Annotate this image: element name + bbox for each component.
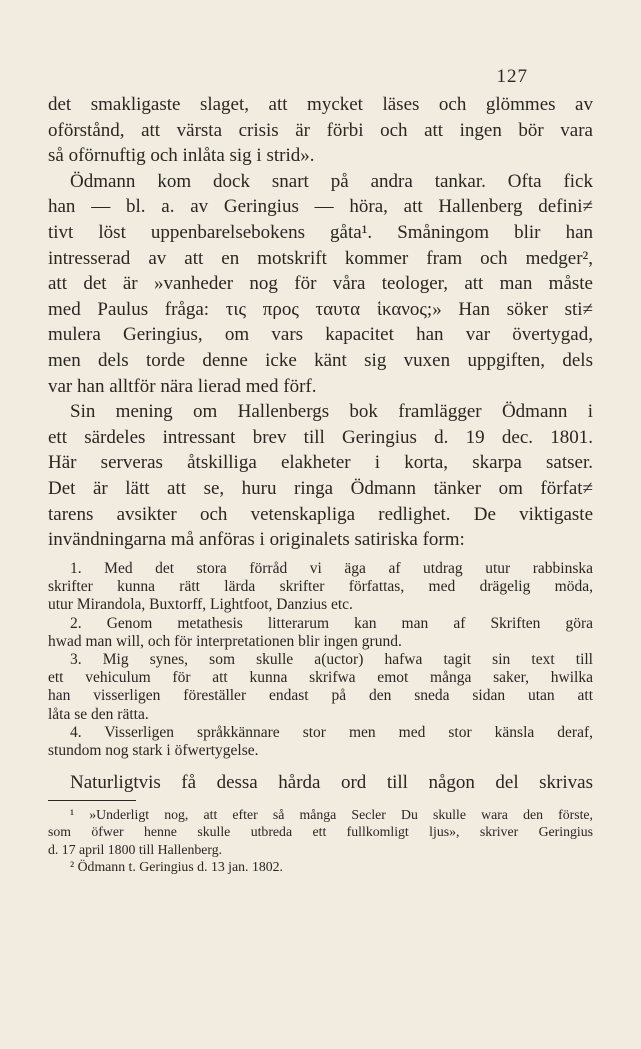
quote-item-3 (48, 651, 593, 724)
text-line: han — bl. a. av Geringius — höra, att Hallenberg defini≠ (48, 196, 593, 218)
text-line: Det är lätt att se, huru ringa Ödmann tänker om förfat≠ (48, 477, 593, 499)
text-line: Naturligtvis få dessa hårda ord till någon del skrivas (70, 772, 593, 793)
text-line: intresserad av att en motskrift kommer fram och medger², (48, 247, 593, 269)
quote-line: låta se den rätta. (48, 705, 149, 723)
paragraph-2 (48, 169, 593, 399)
text-line: Här serveras åtskilliga elakheter i korta, skarpa satser. (48, 452, 593, 474)
quote-line: 4. Visserligen språkkännare stor men med stor känsla deraf, (70, 723, 593, 741)
quote-item-1 (48, 560, 593, 615)
page-number: 127 (496, 66, 528, 87)
paragraph-3 (48, 399, 593, 553)
footnote-line: ² Ödmann t. Geringius d. 13 jan. 1802. (70, 859, 283, 875)
text-line: men dels torde denne icke känt sig vuxen uppgiften, dels (48, 349, 593, 371)
text-line: Sin mening om Hallenbergs bok framlägger Ödmann i (70, 401, 593, 423)
text-line: tivt löst uppenbarelsebokens gåta¹. Småningom blir han (48, 221, 593, 243)
text-line: med Paulus fråga: τις προς ταυτα ἱκανος;» Han söker sti≠ (48, 298, 593, 320)
quote-line: hwad man will, och för interpretationen blir ingen grund. (48, 632, 402, 650)
text-line: tarens avsikter och vetenskapliga redlighet. De viktigaste (48, 503, 593, 525)
text-line: Ödmann kom dock snart på andra tankar. Ofta fick (70, 170, 593, 192)
quote-line: stundom nog stark i öfwertygelse. (48, 742, 259, 760)
paragraph-1 (48, 92, 593, 169)
text-line: det smakligaste slaget, att mycket läses och glömmes av (48, 94, 593, 115)
quote-line: skrifter kunna rätt lärda skrifter författas, med drägelig möda, (48, 578, 593, 596)
quote-line: han visserligen föreställer endast på den sneda sidan utan att (48, 687, 593, 705)
text-line: så oförnuftig och inlåta sig i strid». (48, 145, 315, 167)
footnote-divider (48, 800, 136, 801)
quote-item-2 (48, 615, 593, 651)
quote-item-4 (48, 724, 593, 760)
quote-line: ett vehiculum för att kunna skrifwa emot många saker, hwilka (48, 669, 593, 687)
quote-line: utur Mirandola, Buxtorff, Lightfoot, Danzius etc. (48, 596, 353, 614)
text-line: att det är »vanheder nog för våra teologer, att man måste (48, 273, 593, 295)
text-line: ett särdeles intressant brev till Geringius d. 19 dec. 1801. (48, 426, 593, 448)
footnote-line: ¹ »Underligt nog, att efter så många Secler Du skulle wara den förste, (70, 807, 593, 822)
text-line: invändningarna må anföras i originalets satiriska form: (48, 529, 465, 551)
quote-line: 1. Med det stora förråd vi äga af utdrag utur rabbinska (70, 560, 593, 577)
text-line: var han alltför nära lierad med förf. (48, 375, 317, 397)
footnote-line: som öfwer henne skulle utbreda ett fullkomligt ljus», skriver Geringius (48, 824, 593, 840)
quoted-objections-list (48, 560, 593, 760)
footnotes (48, 806, 593, 876)
footnote-1 (48, 806, 593, 858)
text-line: mulera Geringius, om vars kapacitet han var övertygad, (48, 324, 593, 346)
closing-paragraph (48, 770, 593, 795)
quote-line: 3. Mig synes, som skulle a(uctor) hafwa tagit sin text till (70, 651, 593, 669)
text-line: oförstånd, att värsta crisis är förbi och att ingen bör vara (48, 119, 593, 141)
footnote-line: d. 17 april 1800 till Hallenberg. (48, 841, 223, 857)
quote-line: 2. Genom metathesis litterarum kan man af Skriften göra (70, 614, 593, 632)
footnote-2 (48, 858, 593, 875)
body-text (48, 92, 593, 553)
